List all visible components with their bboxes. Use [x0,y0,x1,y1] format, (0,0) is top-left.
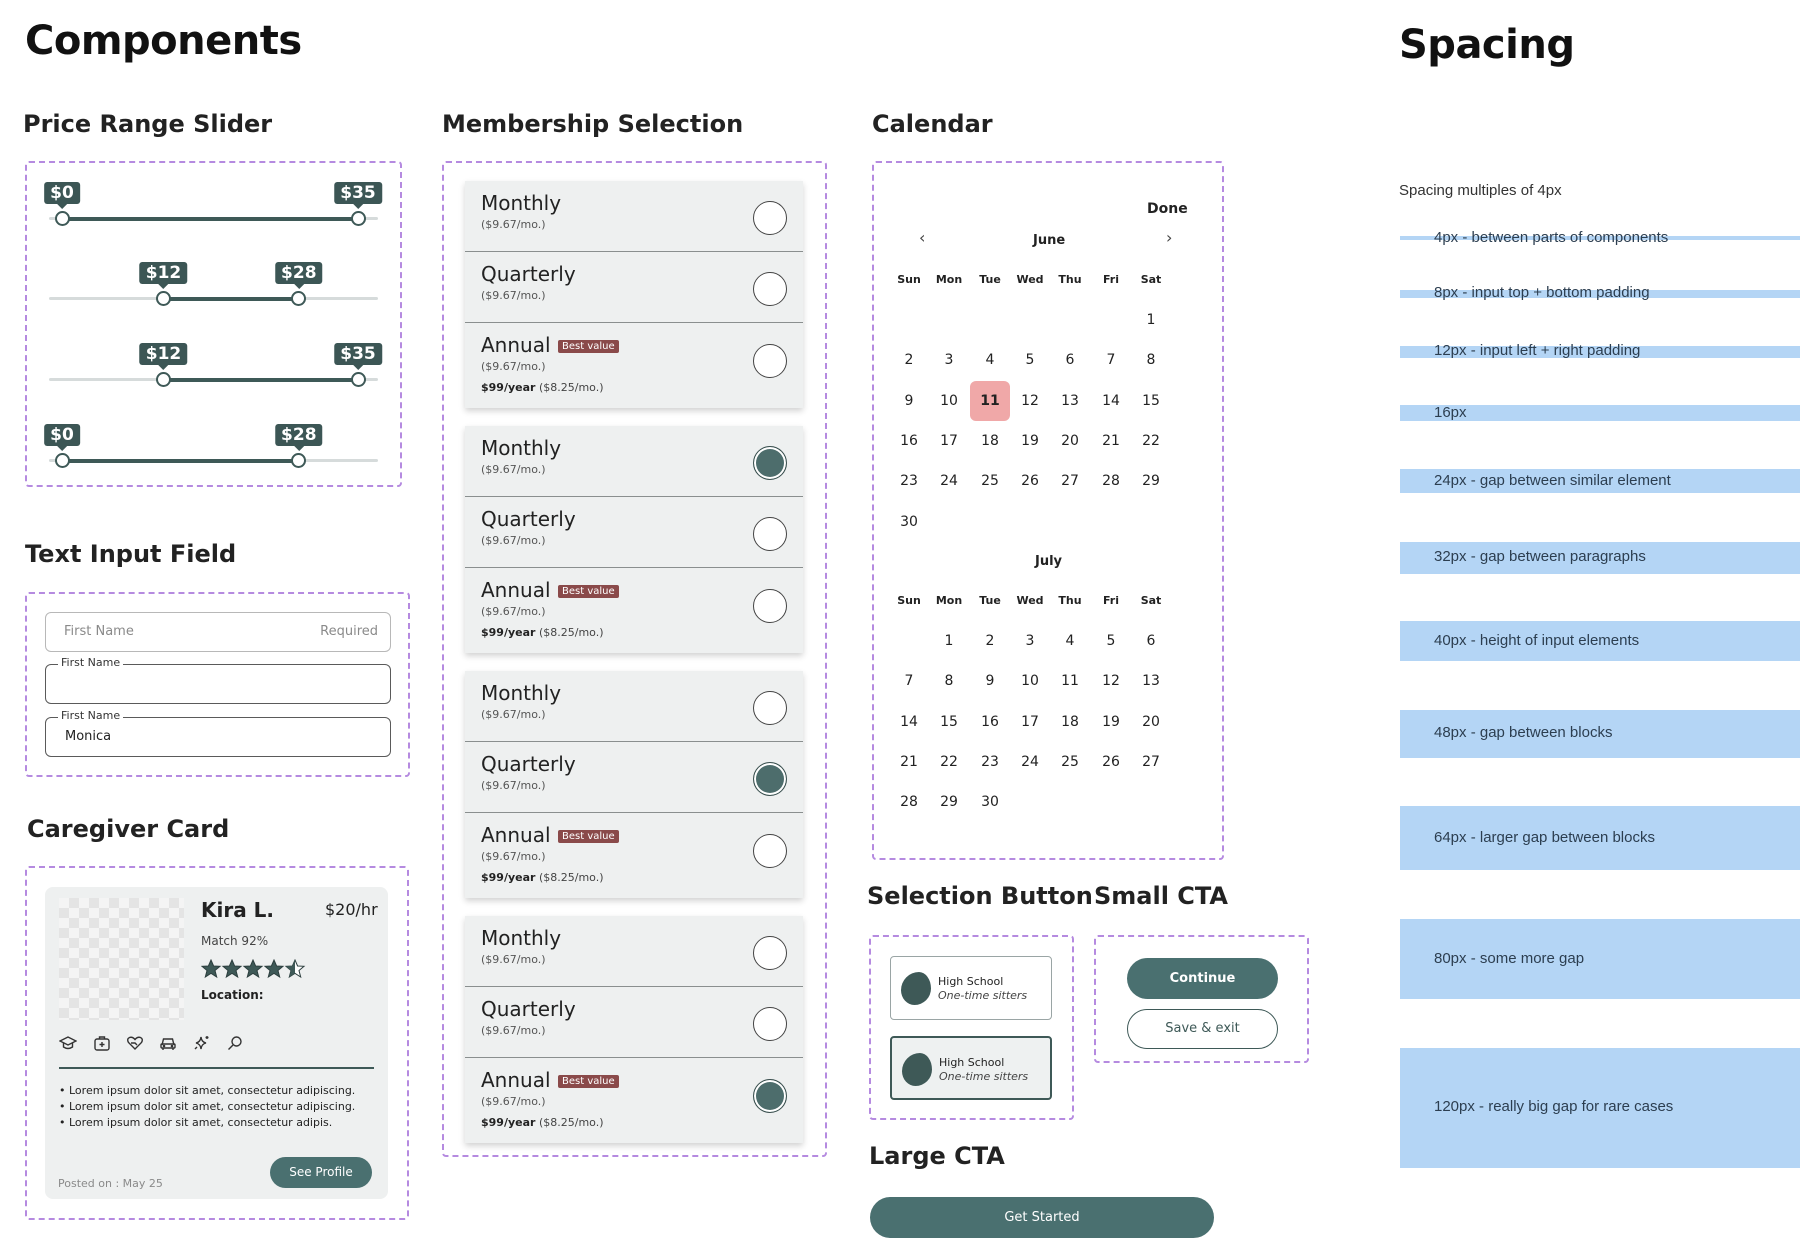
calendar-day[interactable]: 28 [1102,473,1120,490]
continue-button[interactable]: Continue [1127,958,1278,999]
calendar-day[interactable]: 12 [1021,392,1039,409]
calendar-day[interactable]: 27 [1061,473,1079,490]
membership-option-monthly[interactable] [465,916,803,987]
membership-option-annual[interactable] [465,813,803,898]
calendar-day[interactable]: 22 [1142,432,1160,449]
calendar-day[interactable]: 18 [1061,713,1079,730]
membership-option-monthly[interactable] [465,426,803,497]
selection-subtitle: One-time sitters [938,989,1028,1002]
plan-price: ($9.67/mo.) [481,218,546,231]
calendar-day[interactable]: 14 [900,713,918,730]
slider-fill [163,378,358,382]
sparkle-icon [193,1034,211,1052]
magnifier-icon [226,1034,244,1052]
slider-min-value: $0 [44,182,80,204]
membership-group [465,916,803,1143]
radio-button[interactable] [753,834,787,868]
calendar-day[interactable]: 2 [904,352,914,369]
see-profile-button[interactable]: See Profile [270,1157,372,1188]
slider-max-value: $35 [334,182,382,204]
plan-name: Quarterly [481,752,576,776]
yearly-price: $99/year [481,871,536,884]
plan-name: Annual [481,578,551,602]
plan-name: Quarterly [481,507,576,531]
calendar-day[interactable]: 19 [1102,713,1120,730]
first-name-label: First Name [58,709,123,722]
calendar-day[interactable]: 23 [981,753,999,770]
calendar-day[interactable]: 10 [940,392,958,409]
spacing-label: 120px - really big gap for rare cases [1434,1098,1674,1115]
selection-subtitle: One-time sitters [939,1070,1029,1083]
weekday-label: Fri [1102,273,1119,286]
calendar-day[interactable]: 22 [940,753,958,770]
plan-yearly-price [481,626,604,639]
best-value-badge: Best value [558,830,619,843]
calendar-day[interactable]: 10 [1021,673,1039,690]
yearly-per-month: ($8.25/mo.) [538,1116,604,1129]
car-icon [159,1034,177,1052]
get-started-button[interactable]: Get Started [870,1197,1214,1238]
yearly-price: $99/year [481,626,536,639]
heart-hand-icon [126,1034,144,1052]
text-input-field-heading: Text Input Field [25,540,237,568]
calendar-day[interactable]: 30 [981,794,999,811]
slider-track [49,459,378,462]
membership-selection-heading: Membership Selection [442,110,744,138]
slider-track [49,378,378,381]
slider-min-handle[interactable] [55,453,70,468]
plan-price: ($9.67/mo.) [481,708,546,721]
chevron-right-icon[interactable]: › [1166,228,1173,247]
calendar-day[interactable]: 13 [1142,673,1160,690]
plan-name: Monthly [481,436,562,460]
weekday-label: Sun [897,273,921,286]
radio-button[interactable] [753,1079,787,1113]
calendar-day[interactable]: 26 [1102,753,1120,770]
calendar-day[interactable]: 25 [981,473,999,490]
membership-option-monthly[interactable] [465,181,803,252]
plan-price: ($9.67/mo.) [481,850,546,863]
calendar-day[interactable]: 12 [1102,673,1120,690]
plan-price: ($9.67/mo.) [481,1095,546,1108]
slider-max-value: $28 [275,424,323,446]
plan-price: ($9.67/mo.) [481,953,546,966]
spacing-heading: Spacing [1399,22,1575,68]
spacing-label: 48px - gap between blocks [1434,724,1613,741]
calendar-day[interactable]: 29 [940,794,958,811]
slider-max-handle[interactable] [351,211,366,226]
calendar-day[interactable]: 16 [981,713,999,730]
location-label: Location: [201,988,264,1002]
calendar-day[interactable]: 8 [944,673,954,690]
calendar-day[interactable]: 15 [940,713,958,730]
calendar-day[interactable]: 25 [1061,753,1079,770]
calendar-day[interactable]: 21 [900,753,918,770]
calendar-day[interactable]: 11 [1061,673,1079,690]
calendar-day[interactable]: 23 [900,473,918,490]
slider-max-value: $28 [275,262,323,284]
calendar-day[interactable]: 3 [1025,633,1035,649]
membership-group [465,671,803,898]
calendar-day[interactable]: 7 [1106,352,1116,369]
slider-max-handle[interactable] [351,372,366,387]
graduation-cap-icon [59,1034,77,1052]
plan-yearly-price [481,1116,604,1129]
radio-button[interactable] [753,344,787,378]
plan-price: ($9.67/mo.) [481,534,546,547]
save-exit-button[interactable]: Save & exit [1127,1009,1278,1049]
plan-name: Quarterly [481,262,576,286]
radio-button[interactable] [753,201,787,235]
spacing-intro: Spacing multiples of 4px [1399,182,1562,199]
calendar-day[interactable]: 29 [1142,473,1160,490]
calendar-day[interactable]: 1 [944,633,954,649]
bullet-item: • Lorem ipsum dolor sit amet, consectetur adipis. [59,1116,333,1129]
star-icon [244,960,262,977]
radio-button[interactable] [753,272,787,306]
plan-name: Annual [481,333,551,357]
slider-min-handle[interactable] [156,372,171,387]
calendar-day[interactable]: 9 [985,673,995,690]
spacing-label: 32px - gap between paragraphs [1434,548,1646,565]
radio-button[interactable] [753,589,787,623]
selection-button-high-school-selected[interactable] [890,1036,1052,1100]
membership-option-monthly[interactable] [465,671,803,742]
yearly-price: $99/year [481,381,536,394]
required-hint: Required [320,624,378,639]
first-name-value: Monica [65,729,112,744]
spacing-label: 24px - gap between similar element [1434,472,1671,489]
price-range-slider-heading: Price Range Slider [23,110,273,138]
membership-option-quarterly[interactable] [465,742,803,813]
radio-button[interactable] [753,1007,787,1041]
calendar-day[interactable]: 18 [981,432,999,449]
star-icon [265,960,283,977]
weekday-label: Thu [1058,273,1082,286]
plan-name: Annual [481,1068,551,1092]
radio-button[interactable] [753,762,787,796]
membership-option-quarterly[interactable] [465,497,803,568]
components-heading: Components [25,18,302,64]
plan-price: ($9.67/mo.) [481,463,546,476]
calendar-day[interactable]: 5 [1025,352,1035,369]
spacing-label: 8px - input top + bottom padding [1434,284,1650,301]
calendar-day[interactable]: 20 [1061,432,1079,449]
calendar-heading: Calendar [872,110,993,138]
plan-name: Quarterly [481,997,576,1021]
weekday-label: Tue [979,273,1001,286]
calendar-day[interactable]: 7 [904,673,914,690]
calendar-day[interactable]: 5 [1106,633,1116,649]
slider-min-value: $12 [140,262,188,284]
best-value-badge: Best value [558,1075,619,1088]
radio-button[interactable] [753,446,787,480]
calendar-day[interactable]: 20 [1142,713,1160,730]
yearly-per-month: ($8.25/mo.) [538,626,604,639]
first-name-input-focused[interactable] [45,656,391,704]
plan-name: Annual [481,823,551,847]
plan-price: ($9.67/mo.) [481,605,546,618]
card-divider [59,1067,374,1069]
slider-fill [163,297,298,301]
slider-min-handle[interactable] [55,211,70,226]
calendar-day[interactable]: 6 [1146,633,1156,649]
plan-yearly-price [481,381,604,394]
done-button[interactable]: Done [1147,201,1188,217]
slider-min-value: $12 [140,343,188,365]
first-aid-icon [93,1034,111,1052]
calendar-day[interactable]: 6 [1065,352,1075,369]
calendar-day[interactable]: 30 [900,513,918,530]
caregiver-match: Match 92% [201,934,269,948]
caregiver-card-heading: Caregiver Card [27,815,230,843]
selection-button-heading: Selection Button [867,882,1093,910]
slider-track [49,217,378,220]
calendar-day[interactable]: 1 [1146,312,1156,328]
plan-price: ($9.67/mo.) [481,289,546,302]
spacing-label: 64px - larger gap between blocks [1434,829,1655,846]
caregiver-bullets [59,1083,379,1131]
calendar-day[interactable]: 15 [1142,392,1160,409]
membership-option-quarterly[interactable] [465,252,803,323]
slider-max-value: $35 [334,343,382,365]
posted-date: Posted on : May 25 [58,1177,163,1190]
blob-icon [902,1053,932,1086]
selection-title: High School [938,975,1004,988]
calendar-day[interactable]: 17 [940,432,958,449]
slider-min-value: $0 [44,424,80,446]
plan-price: ($9.67/mo.) [481,779,546,792]
yearly-per-month: ($8.25/mo.) [538,871,604,884]
small-cta-heading: Small CTA [1094,882,1228,910]
chevron-left-icon[interactable]: ‹ [919,228,926,247]
first-name-label: First Name [58,656,123,669]
first-name-placeholder: First Name [64,624,134,639]
yearly-price: $99/year [481,1116,536,1129]
month-label-june: June [1033,233,1066,248]
calendar-day[interactable]: 2 [985,633,995,649]
membership-option-annual[interactable] [465,323,803,408]
star-icon [223,960,241,977]
star-icon [202,960,220,977]
slider-track [49,297,378,300]
weekday-label: Fri [1102,594,1119,607]
calendar-day[interactable]: 21 [1102,432,1120,449]
membership-group [465,426,803,653]
calendar-day[interactable]: 24 [1021,753,1039,770]
calendar-day[interactable]: 19 [1021,432,1039,449]
slider-fill [62,459,299,463]
calendar-day[interactable]: 8 [1146,352,1156,369]
large-cta-heading: Large CTA [869,1142,1005,1170]
month-label-july: July [1035,554,1063,569]
caregiver-photo-placeholder [59,898,184,1020]
weekday-label: Sat [1140,594,1162,607]
weekday-label: Tue [979,594,1001,607]
slider-min-handle[interactable] [156,291,171,306]
first-name-input-filled[interactable] [45,709,391,757]
calendar-day[interactable]: 4 [985,352,995,369]
membership-option-annual[interactable] [465,568,803,653]
radio-button[interactable] [753,517,787,551]
selection-title: High School [939,1056,1005,1069]
selection-button-high-school[interactable] [890,956,1052,1020]
plan-price: ($9.67/mo.) [481,1024,546,1037]
blob-icon [901,972,931,1005]
best-value-badge: Best value [558,340,619,353]
yearly-per-month: ($8.25/mo.) [538,381,604,394]
calendar-day[interactable]: 27 [1142,753,1160,770]
weekday-label: Mon [935,273,963,286]
radio-button[interactable] [753,691,787,725]
price-slider-panel [25,161,402,487]
spacing-label: 40px - height of input elements [1434,632,1640,649]
plan-yearly-price [481,871,604,884]
weekday-label: Mon [935,594,963,607]
calendar-day[interactable]: 13 [1061,392,1079,409]
spacing-label: 80px - some more gap [1434,950,1585,967]
membership-group [465,181,803,408]
bullet-item: • Lorem ipsum dolor sit amet, consectetur adipiscing. [59,1084,356,1097]
plan-name: Monthly [481,191,562,215]
bullet-item: • Lorem ipsum dolor sit amet, consectetur adipiscing. [59,1100,356,1113]
best-value-badge: Best value [558,585,619,598]
weekday-label: Sun [897,594,921,607]
calendar-day[interactable]: 9 [904,392,914,409]
calendar-day[interactable]: 28 [900,794,918,811]
radio-button[interactable] [753,936,787,970]
star-rating [201,959,309,979]
caregiver-name: Kira L. [201,898,275,922]
spacing-label: 16px [1434,404,1467,421]
plan-name: Monthly [481,926,562,950]
calendar-day[interactable]: 3 [944,352,954,369]
first-name-input-empty[interactable] [45,612,391,652]
calendar-day[interactable]: 24 [940,473,958,490]
plan-price: ($9.67/mo.) [481,360,546,373]
calendar-day[interactable]: 14 [1102,392,1120,409]
spacing-label: 4px - between parts of components [1434,229,1669,246]
calendar-day[interactable]: 26 [1021,473,1039,490]
weekday-label: Sat [1140,273,1162,286]
weekday-label: Thu [1058,594,1082,607]
calendar-day[interactable]: 16 [900,432,918,449]
calendar-day[interactable]: 4 [1065,633,1075,649]
calendar-day[interactable]: 17 [1021,713,1039,730]
weekday-label: Wed [1016,273,1044,286]
slider-fill [62,217,358,221]
membership-option-annual[interactable] [465,1058,803,1143]
plan-name: Monthly [481,681,562,705]
membership-option-quarterly[interactable] [465,987,803,1058]
spacing-label: 12px - input left + right padding [1434,342,1641,359]
weekday-label: Wed [1016,594,1044,607]
caregiver-rate: $20/hr [325,900,378,919]
calendar-day[interactable]: 11 [980,392,1000,409]
